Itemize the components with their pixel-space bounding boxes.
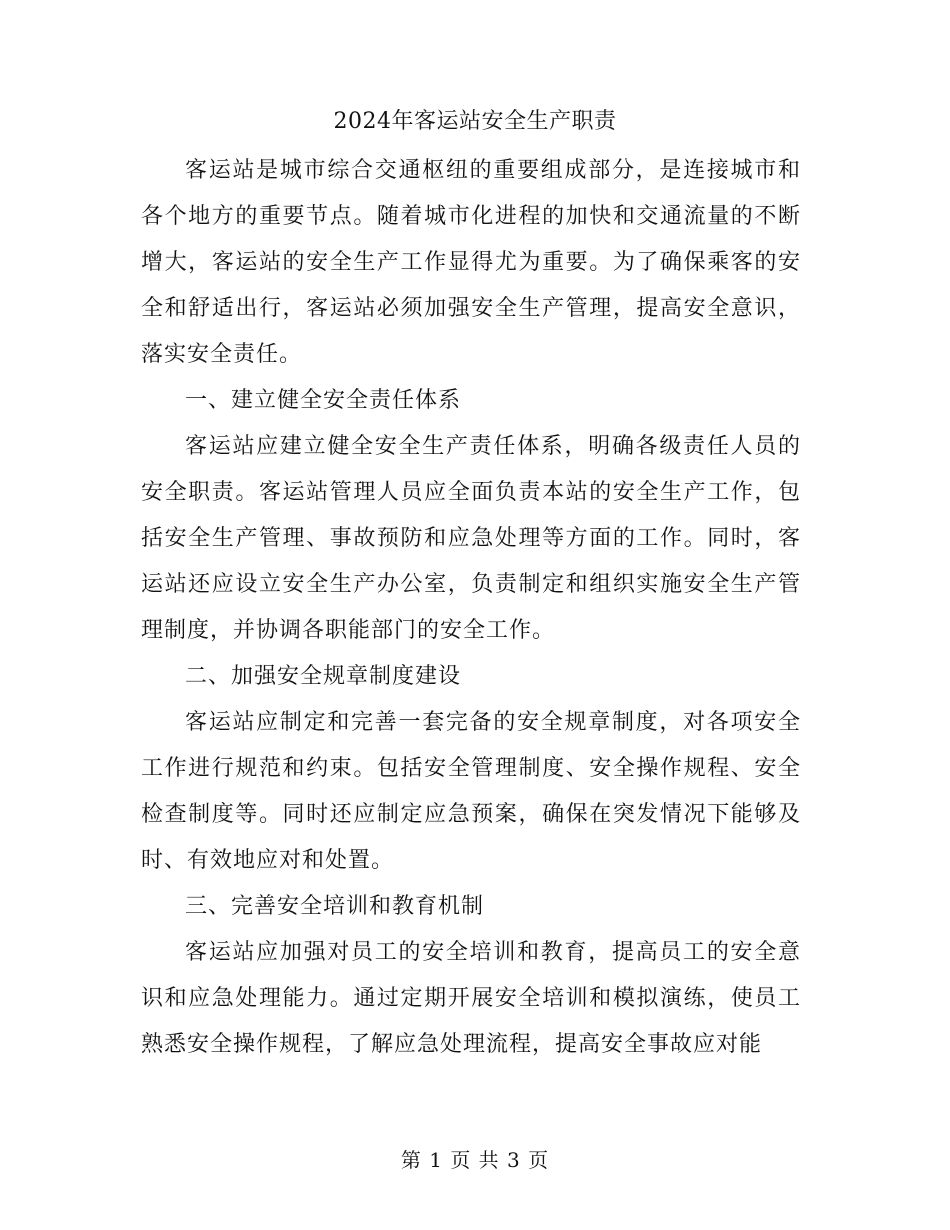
intro-paragraph: 客运站是城市综合交通枢纽的重要组成部分，是连接城市和各个地方的重要节点。随着城市化进程的加快和交通流量的不断增大，客运站的安全生产工作显得尤为重要。为了确保乘客的安全和舒适出行，客运站必须加强安全生产管理，提高安全意识，落实安全责任。 — [141, 158, 801, 367]
page-footer: 第 1 页 共 3 页 — [400, 1148, 550, 1172]
section-paragraph-1: 客运站应建立健全安全生产责任体系，明确各级责任人员的安全职责。客运站管理人员应全面负责本站的安全生产工作，包括安全生产管理、事故预防和应急处理等方面的工作。同时，客运站还应设立安全生产办公室，负责制定和组织实施安全生产管理制度，并协调各职能部门的安全工作。 — [141, 434, 801, 643]
section-heading-1: 一、建立健全安全责任体系 — [185, 388, 462, 413]
section-paragraph-3: 客运站应加强对员工的安全培训和教育，提高员工的安全意识和应急处理能力。通过定期开展安全培训和模拟演练，使员工熟悉安全操作规程，了解应急处理流程，提高安全事故应对能 — [141, 940, 801, 1057]
section-heading-2: 二、加强安全规章制度建设 — [185, 664, 462, 689]
section-paragraph-2: 客运站应制定和完善一套完备的安全规章制度，对各项安全工作进行规范和约束。包括安全管理制度、安全操作规程、安全检查制度等。同时还应制定应急预案，确保在突发情况下能够及时、有效地应对和处置。 — [141, 710, 801, 873]
document-body — [141, 148, 801, 1068]
document-title: 2024年客运站安全生产职责 — [333, 109, 617, 134]
section-heading-3: 三、完善安全培训和教育机制 — [185, 894, 485, 919]
